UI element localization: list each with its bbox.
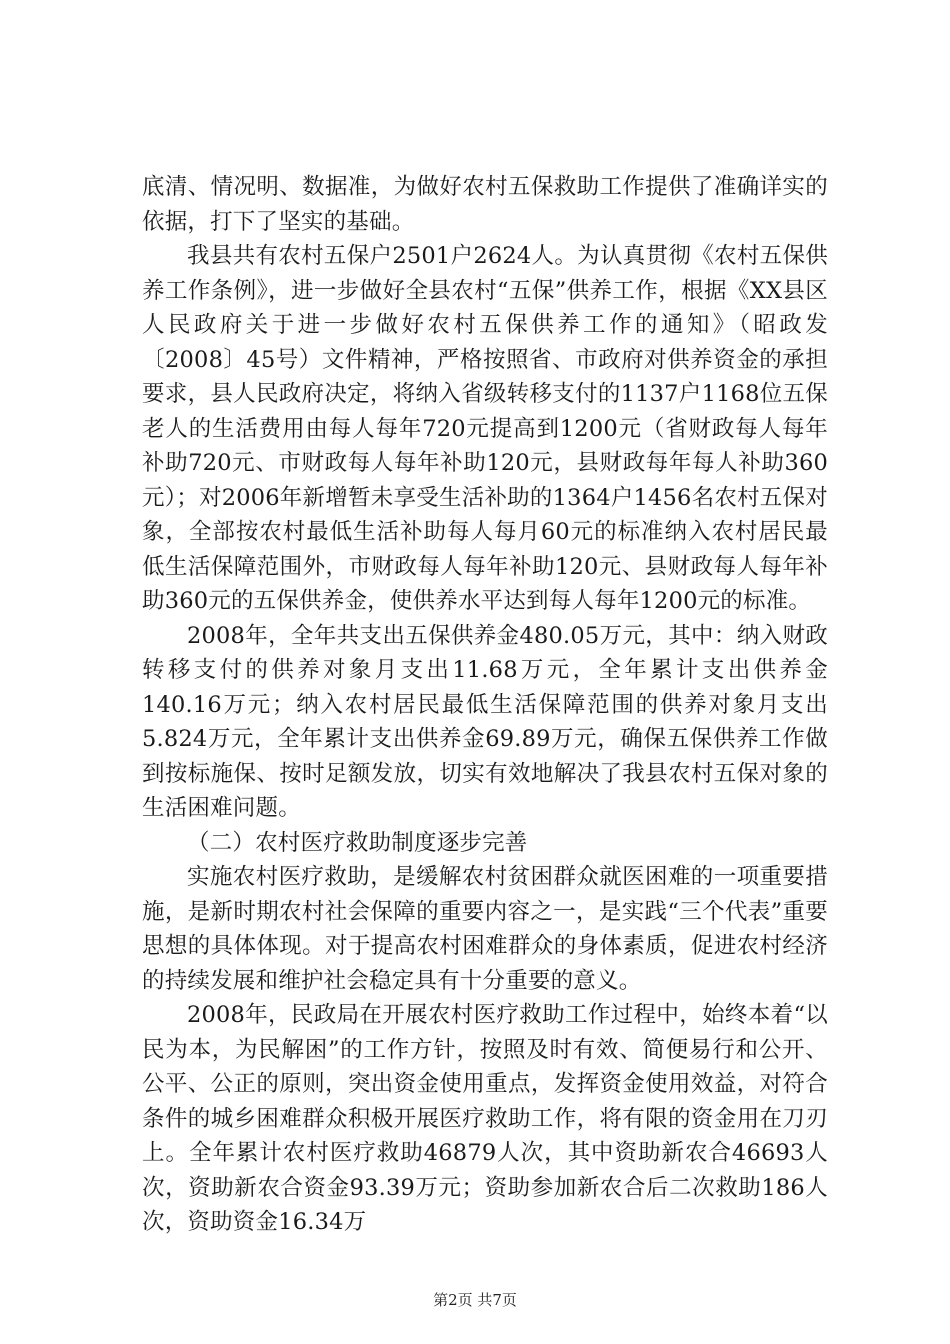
- paragraph-2008-medical-aid: 2008年，民政局在开展农村医疗救助工作过程中，始终本着“以民为本，为民解困”的工作方针，按照及时有效、简便易行和公开、公平、公正的原则，突出资金使用重点，发挥资金使用效益，对符合条件的城乡困难群众积极开展医疗救助工作，将有限的资金用在刀刃上。全年累计农村医疗救助46879人次，其中资助新农合46693人次，资助新农合资金93.39万元；资助参加新农合后二次救助186人次，资助资金16.34万: [142, 1002, 828, 1235]
- paragraph-medical-aid-significance: 实施农村医疗救助，是缓解农村贫困群众就医困难的一项重要措施，是新时期农村社会保障的重要内容之一，是实践“三个代表”重要思想的具体体现。对于提高农村困难群众的身体素质，促进农村经济的持续发展和维护社会稳定具有十分重要的意义。: [142, 864, 828, 994]
- paragraph-continuation: 底清、情况明、数据准，为做好农村五保救助工作提供了准确详实的依据，打下了坚实的基础。: [142, 174, 828, 235]
- section-heading-medical-aid: （二）农村医疗救助制度逐步完善: [187, 829, 528, 856]
- page-footer: 第2页 共7页: [433, 1291, 517, 1309]
- document-body: [142, 170, 828, 1240]
- paragraph-2008-expenditure: 2008年，全年共支出五保供养金480.05万元，其中：纳入财政转移支付的供养对象月支出11.68万元，全年累计支出供养金140.16万元；纳入农村居民最低生活保障范围的供养对象月支出5.824万元，全年累计支出供养金69.89万元，确保五保供养工作做到按标施保、按时足额发放，切实有效地解决了我县农村五保对象的生活困难问题。: [142, 622, 828, 821]
- paragraph-wubao-households: 我县共有农村五保户2501户2624人。为认真贯彻《农村五保供养工作条例》，进一步做好全县农村“五保”供养工作，根据《XX县区人民政府关于进一步做好农村五保供养工作的通知》（昭政发〔2008〕45号）文件精神，严格按照省、市政府对供养资金的承担要求，县人民政府决定，将纳入省级转移支付的1137户1168位五保老人的生活费用由每人每年720元提高到1200元（省财政每人每年补助720元、市财政每人每年补助120元，县财政每年每人补助360元）；对2006年新增暂未享受生活补助的1364户1456名农村五保对象，全部按农村最低生活补助每人每月60元的标准纳入农村居民最低生活保障范围外，市财政每人每年补助120元、县财政每人每年补助360元的五保供养金，使供养水平达到每人每年1200元的标准。: [142, 243, 828, 614]
